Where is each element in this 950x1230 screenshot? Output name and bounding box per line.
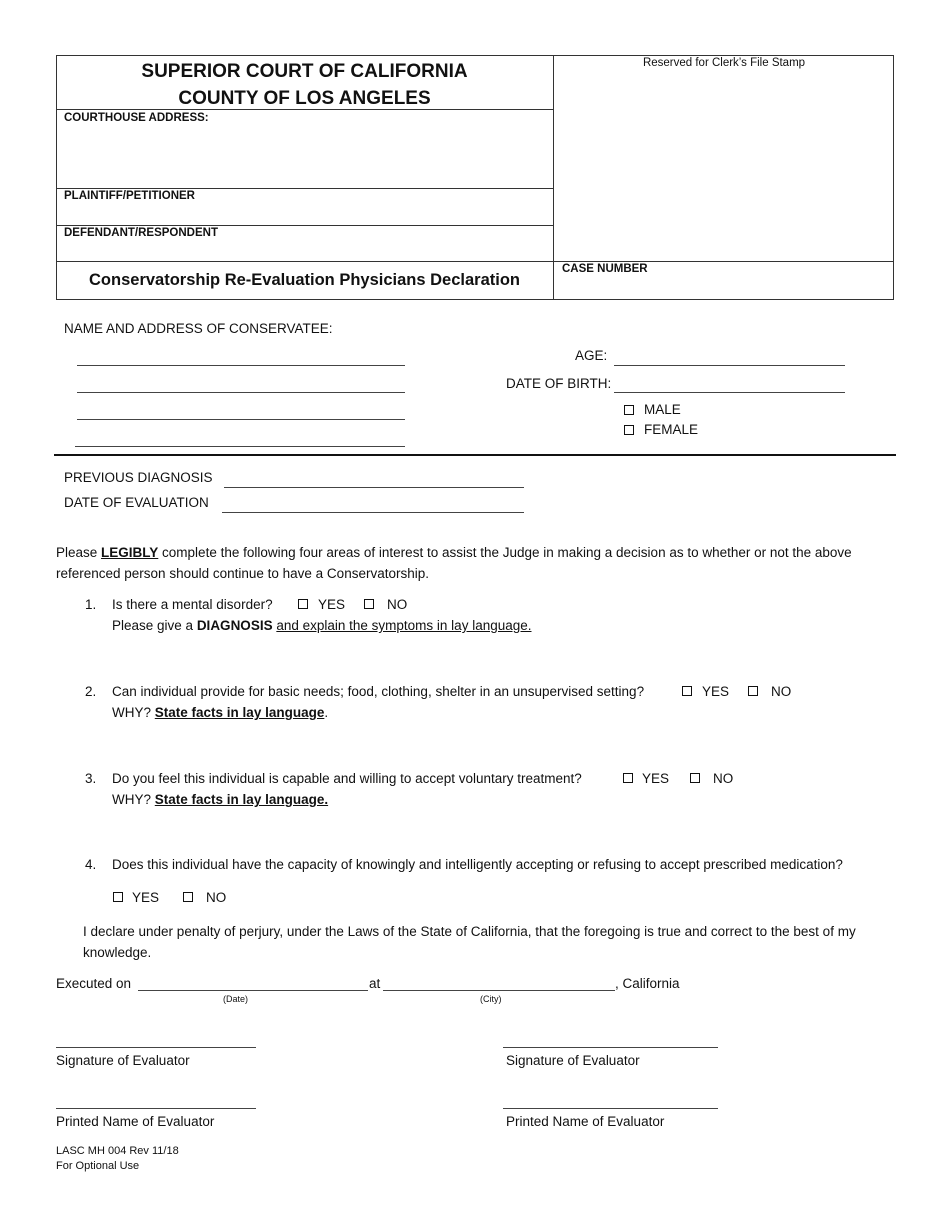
q3-no-label: NO [713, 771, 734, 786]
case-number-label: CASE NUMBER [562, 263, 648, 275]
defendant-label: DEFENDANT/RESPONDENT [64, 227, 218, 239]
dob-label: DATE OF BIRTH: [506, 376, 612, 391]
california-label: , California [615, 976, 680, 991]
instructions [56, 542, 901, 584]
declaration-text: I declare under penalty of perjury, under the Laws of the State of California, that the foregoing is true and correct to the best of my knowledge. [83, 924, 856, 960]
q3-sub-emph: State facts in lay language. [154, 792, 329, 807]
address-line-1[interactable] [77, 419, 405, 420]
q2-text: Can individual provide for basic needs; food, clothing, shelter in an unsupervised setting? [112, 684, 645, 699]
rule [56, 188, 553, 189]
q3-why: WHY? [112, 792, 152, 807]
male-label: MALE [644, 402, 681, 417]
q1-sub-underline: and explain the symptoms in lay language. [276, 618, 532, 633]
q1-no-label: NO [387, 597, 408, 612]
at-label: at [369, 976, 381, 991]
age-label: AGE: [575, 348, 608, 363]
name-line-2[interactable] [77, 392, 405, 393]
printed-name-line-1[interactable] [56, 1108, 256, 1109]
plaintiff-label: PLAINTIFF/PETITIONER [64, 190, 195, 202]
executed-date-field[interactable] [138, 990, 368, 991]
q2-yes-label: YES [702, 684, 730, 699]
rule [56, 261, 894, 262]
age-field[interactable] [614, 365, 845, 366]
signature-line-1[interactable] [56, 1047, 256, 1048]
q4-text: Does this individual have the capacity of knowingly and intelligently accepting or refusing to accept prescribed medication? [112, 857, 843, 872]
q1-sub-bold: DIAGNOSIS [196, 618, 273, 633]
male-checkbox[interactable] [624, 405, 634, 415]
previous-diagnosis-label: PREVIOUS DIAGNOSIS [64, 470, 213, 485]
q1-yes-checkbox[interactable] [298, 599, 308, 609]
executed-on-label: Executed on [56, 976, 132, 991]
q2-yes-checkbox[interactable] [682, 686, 692, 696]
female-checkbox[interactable] [624, 425, 634, 435]
executed-city-field[interactable] [383, 990, 615, 991]
q4-no-checkbox[interactable] [183, 892, 193, 902]
q1-instructions [112, 618, 532, 633]
signature-label-2: Signature of Evaluator [506, 1053, 640, 1068]
instructions-emphasis: LEGIBLY [101, 545, 159, 560]
q2-why: WHY? [112, 705, 152, 720]
footer [56, 1144, 179, 1174]
court-line-1: SUPERIOR COURT OF CALIFORNIA [141, 61, 468, 82]
q1-yes-label: YES [318, 597, 346, 612]
q4-number: 4. [85, 857, 97, 872]
form-id: LASC MH 004 Rev 11/18 [56, 1145, 179, 1157]
printed-name-line-2[interactable] [503, 1108, 718, 1109]
q2-instructions [112, 705, 328, 720]
section-divider [54, 454, 896, 456]
q2-no-checkbox[interactable] [748, 686, 758, 696]
q1-number: 1. [85, 597, 97, 612]
date-of-evaluation-label: DATE OF EVALUATION [64, 495, 209, 510]
address-line-2[interactable] [75, 446, 405, 447]
court-name [56, 58, 553, 112]
dob-field[interactable] [614, 392, 845, 393]
q4-yes-checkbox[interactable] [113, 892, 123, 902]
q4-yes-label: YES [132, 890, 160, 905]
q1-sub-pre: Please give a [112, 618, 197, 633]
q3-no-checkbox[interactable] [690, 773, 700, 783]
name-line-1[interactable] [77, 365, 405, 366]
signature-label-1: Signature of Evaluator [56, 1053, 190, 1068]
female-label: FEMALE [644, 422, 699, 437]
clerk-stamp-label: Reserved for Clerk’s File Stamp [642, 57, 806, 69]
caption-divider [553, 55, 554, 300]
courthouse-address-label: COURTHOUSE ADDRESS: [64, 112, 209, 124]
q4-no-label: NO [206, 890, 227, 905]
q3-number: 3. [85, 771, 97, 786]
signature-line-2[interactable] [503, 1047, 718, 1048]
q2-sub-end: . [324, 705, 329, 720]
q2-no-label: NO [771, 684, 792, 699]
form-usage: For Optional Use [56, 1160, 140, 1172]
date-of-evaluation-field[interactable] [222, 512, 524, 513]
conservatee-label: NAME AND ADDRESS OF CONSERVATEE: [64, 321, 333, 336]
printed-name-label-1: Printed Name of Evaluator [56, 1114, 215, 1129]
q3-text: Do you feel this individual is capable and willing to accept voluntary treatment? [112, 771, 582, 786]
q3-yes-checkbox[interactable] [623, 773, 633, 783]
previous-diagnosis-field[interactable] [224, 487, 524, 488]
instructions-pre: Please [56, 545, 102, 560]
q3-yes-label: YES [642, 771, 670, 786]
form-title: Conservatorship Re-Evaluation Physicians Declaration [89, 271, 520, 289]
q2-sub-emph: State facts in lay language [154, 705, 325, 720]
rule [56, 225, 553, 226]
q1-text: Is there a mental disorder? [112, 597, 273, 612]
printed-name-label-2: Printed Name of Evaluator [506, 1114, 665, 1129]
instructions-post: complete the following four areas of interest to assist the Judge in making a decision as to whether or not the above referenced person should continue to have a Conservatorship. [56, 545, 852, 581]
q2-number: 2. [85, 684, 97, 699]
city-caption: (City) [480, 994, 502, 1004]
date-caption: (Date) [223, 994, 249, 1004]
q3-instructions [112, 792, 328, 807]
q1-no-checkbox[interactable] [364, 599, 374, 609]
court-line-2: COUNTY OF LOS ANGELES [178, 88, 431, 109]
